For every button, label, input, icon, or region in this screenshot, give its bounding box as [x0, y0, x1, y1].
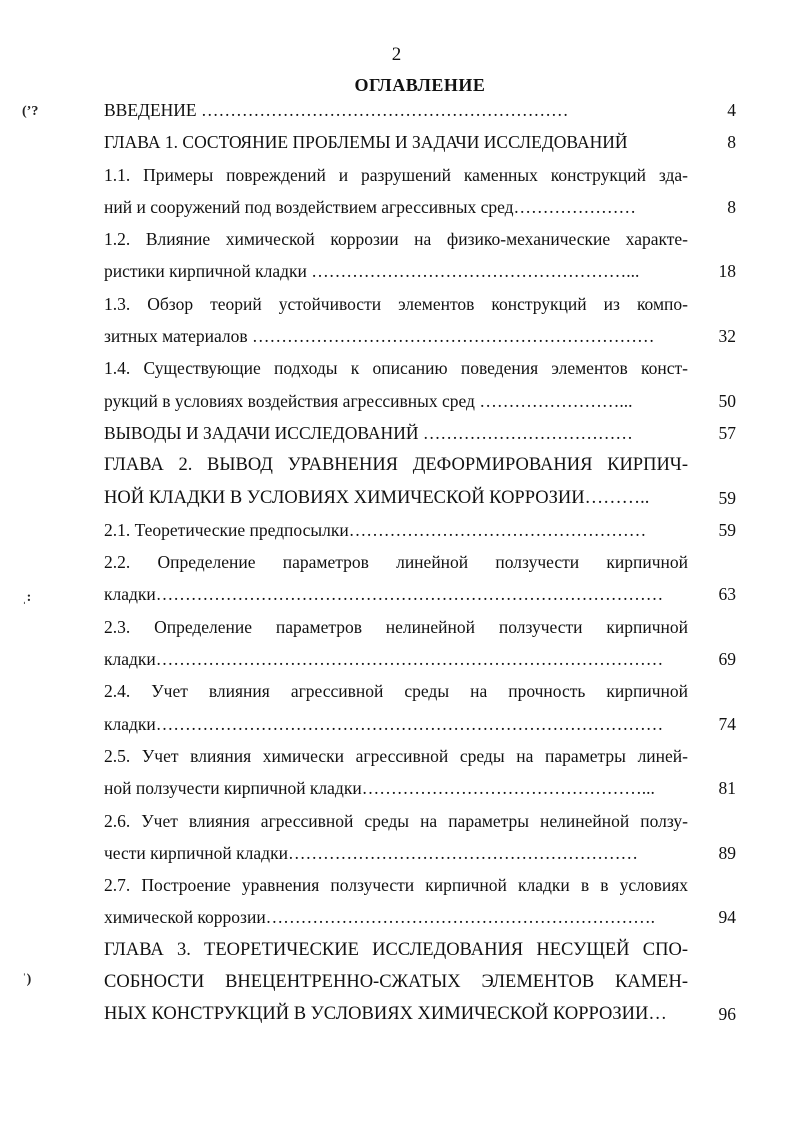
toc-page-number: 94 — [718, 907, 736, 928]
toc-page-number: 81 — [718, 778, 736, 799]
toc-page-number: 69 — [718, 649, 736, 670]
toc-entry-2-7 — [104, 869, 736, 934]
toc-entry-line: чести кирпичной кладки…………………………………………………… — [104, 842, 638, 863]
toc-entry-line: 2.5. Учет влияния химически агрессивной среды на параметры линей- — [104, 745, 688, 766]
toc-entry-2-1 — [104, 514, 736, 546]
toc-entry-line: 1.1. Примеры повреждений и разрушений каменных конструкций зда- — [104, 164, 688, 185]
toc-entry-line: ристики кирпичной кладки ………………………………………………... — [104, 261, 640, 282]
toc-page-number: 89 — [718, 842, 736, 863]
toc-title: ОГЛАВЛЕНИЕ — [354, 75, 486, 95]
toc-entry-line: НОЙ КЛАДКИ В УСЛОВИЯХ ХИМИЧЕСКОЙ КОРРОЗИИ……….. — [104, 487, 650, 508]
toc-entry-line: 2.3. Определение параметров нелинейной ползучести кирпичной — [104, 616, 688, 637]
toc-entry-line: кладки…………………………………………………………………………… — [104, 649, 664, 670]
margin-mark-1: (ʼ? — [22, 104, 39, 119]
toc-entry-line: рукций в условиях воздействия агрессивных сред ……………………... — [104, 390, 633, 411]
toc-entry-line: кладки…………………………………………………………………………… — [104, 713, 664, 734]
toc-entry-chapter-1 — [104, 126, 736, 158]
toc-entry-line: химической коррозии…………………………………………………………. — [104, 907, 656, 928]
toc-entry-line: ной ползучести кирпичной кладки…………………………………………... — [104, 778, 655, 799]
toc-entry-line: ГЛАВА 3. ТЕОРЕТИЧЕСКИЕ ИССЛЕДОВАНИЯ НЕСУЩЕЙ СПО- — [104, 939, 688, 960]
toc-entry-2-3 — [104, 611, 736, 676]
toc-entry-line: ВЫВОДЫ И ЗАДАЧИ ИССЛЕДОВАНИЙ ……………………………… — [104, 422, 633, 443]
toc-entry-1-3 — [104, 288, 736, 353]
margin-mark-2: ˌ: — [22, 590, 32, 605]
toc-entry-chapter-3 — [104, 934, 736, 1031]
toc-entry-line: 2.7. Построение уравнения ползучести кирпичной кладки в в условиях — [104, 875, 688, 896]
margin-mark-3: ˈ) — [22, 972, 32, 987]
toc-entry-line: ГЛАВА 2. ВЫВОД УРАВНЕНИЯ ДЕФОРМИРОВАНИЯ КИРПИЧ- — [104, 455, 688, 476]
table-of-contents — [104, 94, 736, 1031]
toc-entry-line: зитных материалов …………………………………………………………… — [104, 326, 655, 347]
toc-entry-line: 2.6. Учет влияния агрессивной среды на параметры нелинейной ползу- — [104, 810, 688, 831]
toc-entry-line: кладки…………………………………………………………………………… — [104, 584, 664, 605]
toc-entry-2-6 — [104, 805, 736, 870]
toc-entry-line: ВВЕДЕНИЕ ……………………………………………………… — [104, 100, 569, 120]
toc-page-number: 57 — [718, 422, 736, 443]
toc-entry-line: 1.2. Влияние химической коррозии на физико-механические характе- — [104, 229, 688, 250]
toc-entry-line: СОБНОСТИ ВНЕЦЕНТРЕННО-СЖАТЫХ ЭЛЕМЕНТОВ КАМЕН- — [104, 972, 688, 993]
toc-entry-introduction — [104, 94, 736, 126]
toc-page-number: 74 — [718, 713, 736, 734]
toc-page-number: 59 — [718, 519, 736, 540]
toc-entry-1-2 — [104, 223, 736, 288]
toc-page-number: 8 — [727, 196, 736, 217]
toc-entry-line: 1.3. Обзор теорий устойчивости элементов конструкций из компо- — [104, 293, 688, 314]
toc-entry-1-1 — [104, 159, 736, 224]
toc-page-number: 50 — [718, 390, 736, 411]
toc-entry-line: 2.2. Определение параметров линейной ползучести кирпичной — [104, 552, 688, 573]
toc-page-number: 96 — [718, 1004, 736, 1025]
page-number: 2 — [391, 44, 402, 65]
toc-page-number: 59 — [718, 487, 736, 508]
toc-page-number: 18 — [718, 261, 736, 282]
toc-page-number: 32 — [718, 326, 736, 347]
toc-page-number: 8 — [727, 132, 736, 153]
toc-entry-line: 2.4. Учет влияния агрессивной среды на прочность кирпичной — [104, 681, 688, 702]
toc-entry-line: ГЛАВА 1. СОСТОЯНИЕ ПРОБЛЕМЫ И ЗАДАЧИ ИССЛЕДОВАНИЙ — [104, 132, 628, 153]
toc-entry-1-4 — [104, 352, 736, 417]
toc-entry-conclusions — [104, 417, 736, 449]
toc-entry-chapter-2 — [104, 449, 736, 514]
toc-entry-line: ний и сооружений под воздействием агрессивных сред………………… — [104, 196, 637, 217]
toc-entry-2-4 — [104, 675, 736, 740]
toc-entry-line: 1.4. Существующие подходы к описанию поведения элементов конст- — [104, 358, 688, 379]
toc-entry-2-2 — [104, 546, 736, 611]
toc-entry-line: НЫХ КОНСТРУКЦИЙ В УСЛОВИЯХ ХИМИЧЕСКОЙ КОРРОЗИИ… — [104, 1004, 667, 1025]
toc-entry-2-5 — [104, 740, 736, 805]
toc-page-number: 4 — [727, 100, 736, 120]
toc-entry-line: 2.1. Теоретические предпосылки…………………………………………… — [104, 519, 647, 540]
toc-page-number: 63 — [718, 584, 736, 605]
